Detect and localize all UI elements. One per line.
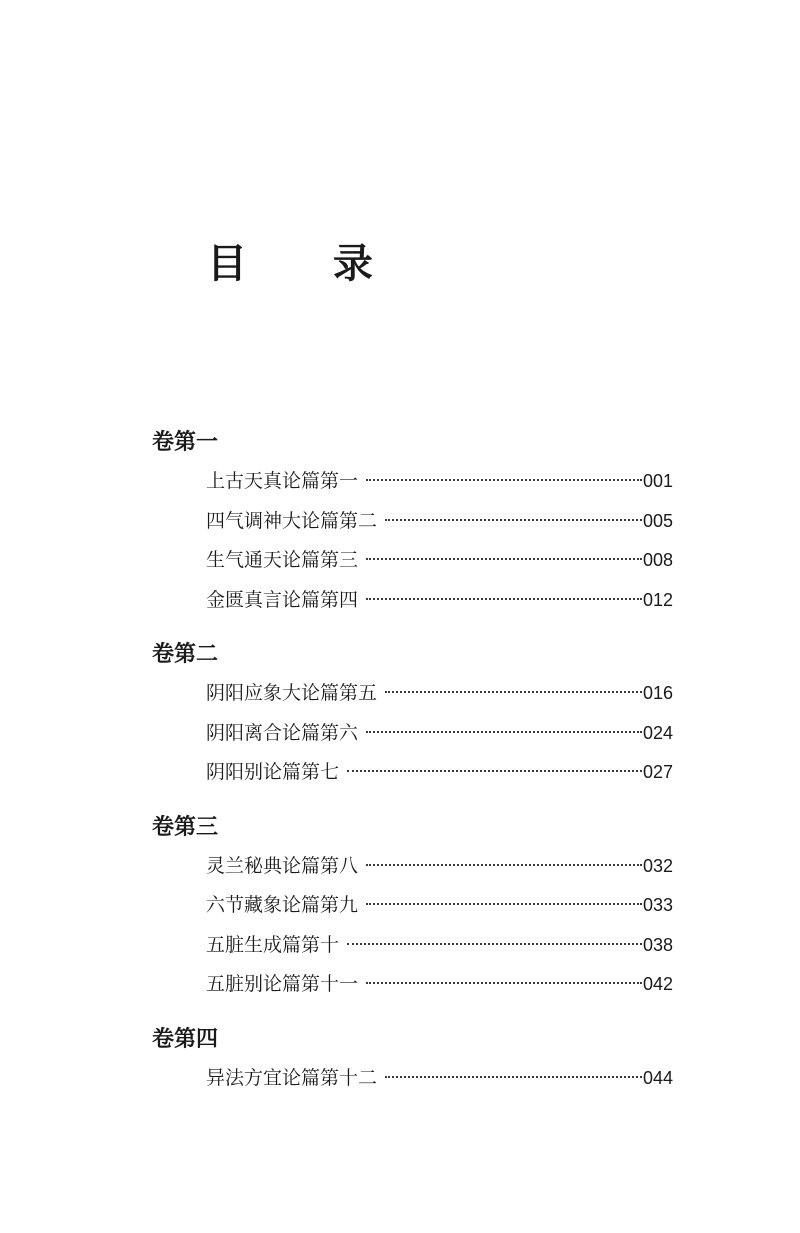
dot-leader <box>366 982 642 984</box>
volume-title: 卷第二 <box>152 641 219 667</box>
page-title: 目 录 <box>207 240 409 287</box>
entry-page-number: 024 <box>642 722 673 743</box>
dot-leader <box>385 1076 642 1078</box>
entry-title: 五脏生成篇第十 <box>206 933 340 956</box>
entry-page-number: 016 <box>642 683 673 703</box>
dot-leader <box>385 691 642 693</box>
toc-entry[interactable] <box>206 541 673 581</box>
toc-entry[interactable] <box>206 965 673 1005</box>
entry-page-number: 033 <box>642 895 673 915</box>
entry-title: 金匮真言论篇第四 <box>206 588 359 611</box>
dot-leader <box>366 558 642 560</box>
toc-entry[interactable] <box>206 926 673 966</box>
dot-leader <box>385 519 642 521</box>
volume-1 <box>0 422 800 620</box>
entry-page-number: 044 <box>642 1067 673 1088</box>
toc-entry[interactable] <box>206 1059 673 1099</box>
entry-title: 生气通天论篇第三 <box>206 549 359 571</box>
toc-entry[interactable] <box>206 462 673 502</box>
toc-entry[interactable] <box>206 714 673 754</box>
entry-page-number: 038 <box>642 934 673 955</box>
toc-entry[interactable] <box>206 674 673 714</box>
entry-title: 四气调神大论篇第二 <box>206 509 378 532</box>
dot-leader <box>366 731 642 733</box>
volume-3 <box>0 807 800 1005</box>
dot-leader <box>347 943 642 945</box>
volume-title: 卷第三 <box>152 813 219 840</box>
entry-title: 阴阳离合论篇第六 <box>206 721 359 744</box>
entry-title: 五脏别论篇第十一 <box>206 973 359 995</box>
dot-leader <box>366 598 642 600</box>
entry-title: 阴阳别论篇第七 <box>206 761 340 783</box>
table-of-contents <box>0 422 800 1098</box>
entry-title: 异法方宜论篇第十二 <box>206 1066 378 1089</box>
entry-page-number: 005 <box>642 510 673 531</box>
entry-title: 六节藏象论篇第九 <box>206 894 359 916</box>
dot-leader <box>366 479 642 481</box>
entry-page-number: 001 <box>642 471 673 491</box>
entry-title: 上古天真论篇第一 <box>206 470 359 492</box>
entry-title: 阴阳应象大论篇第五 <box>206 682 378 704</box>
toc-entry[interactable] <box>206 581 673 621</box>
dot-leader <box>366 903 642 905</box>
entry-title: 灵兰秘典论篇第八 <box>206 854 359 877</box>
entry-page-number: 032 <box>642 855 673 876</box>
entry-page-number: 027 <box>642 762 673 782</box>
toc-entry[interactable] <box>206 847 673 887</box>
dot-leader <box>366 864 642 866</box>
entry-page-number: 042 <box>642 974 673 994</box>
toc-entry[interactable] <box>206 886 673 926</box>
entry-page-number: 012 <box>642 589 673 610</box>
dot-leader <box>347 770 642 772</box>
volume-title: 卷第一 <box>152 429 219 455</box>
toc-entry[interactable] <box>206 502 673 542</box>
volume-title: 卷第四 <box>152 1025 219 1052</box>
volume-4 <box>0 1019 800 1099</box>
toc-entry[interactable] <box>206 753 673 793</box>
entry-page-number: 008 <box>642 550 673 570</box>
volume-2 <box>0 634 800 793</box>
